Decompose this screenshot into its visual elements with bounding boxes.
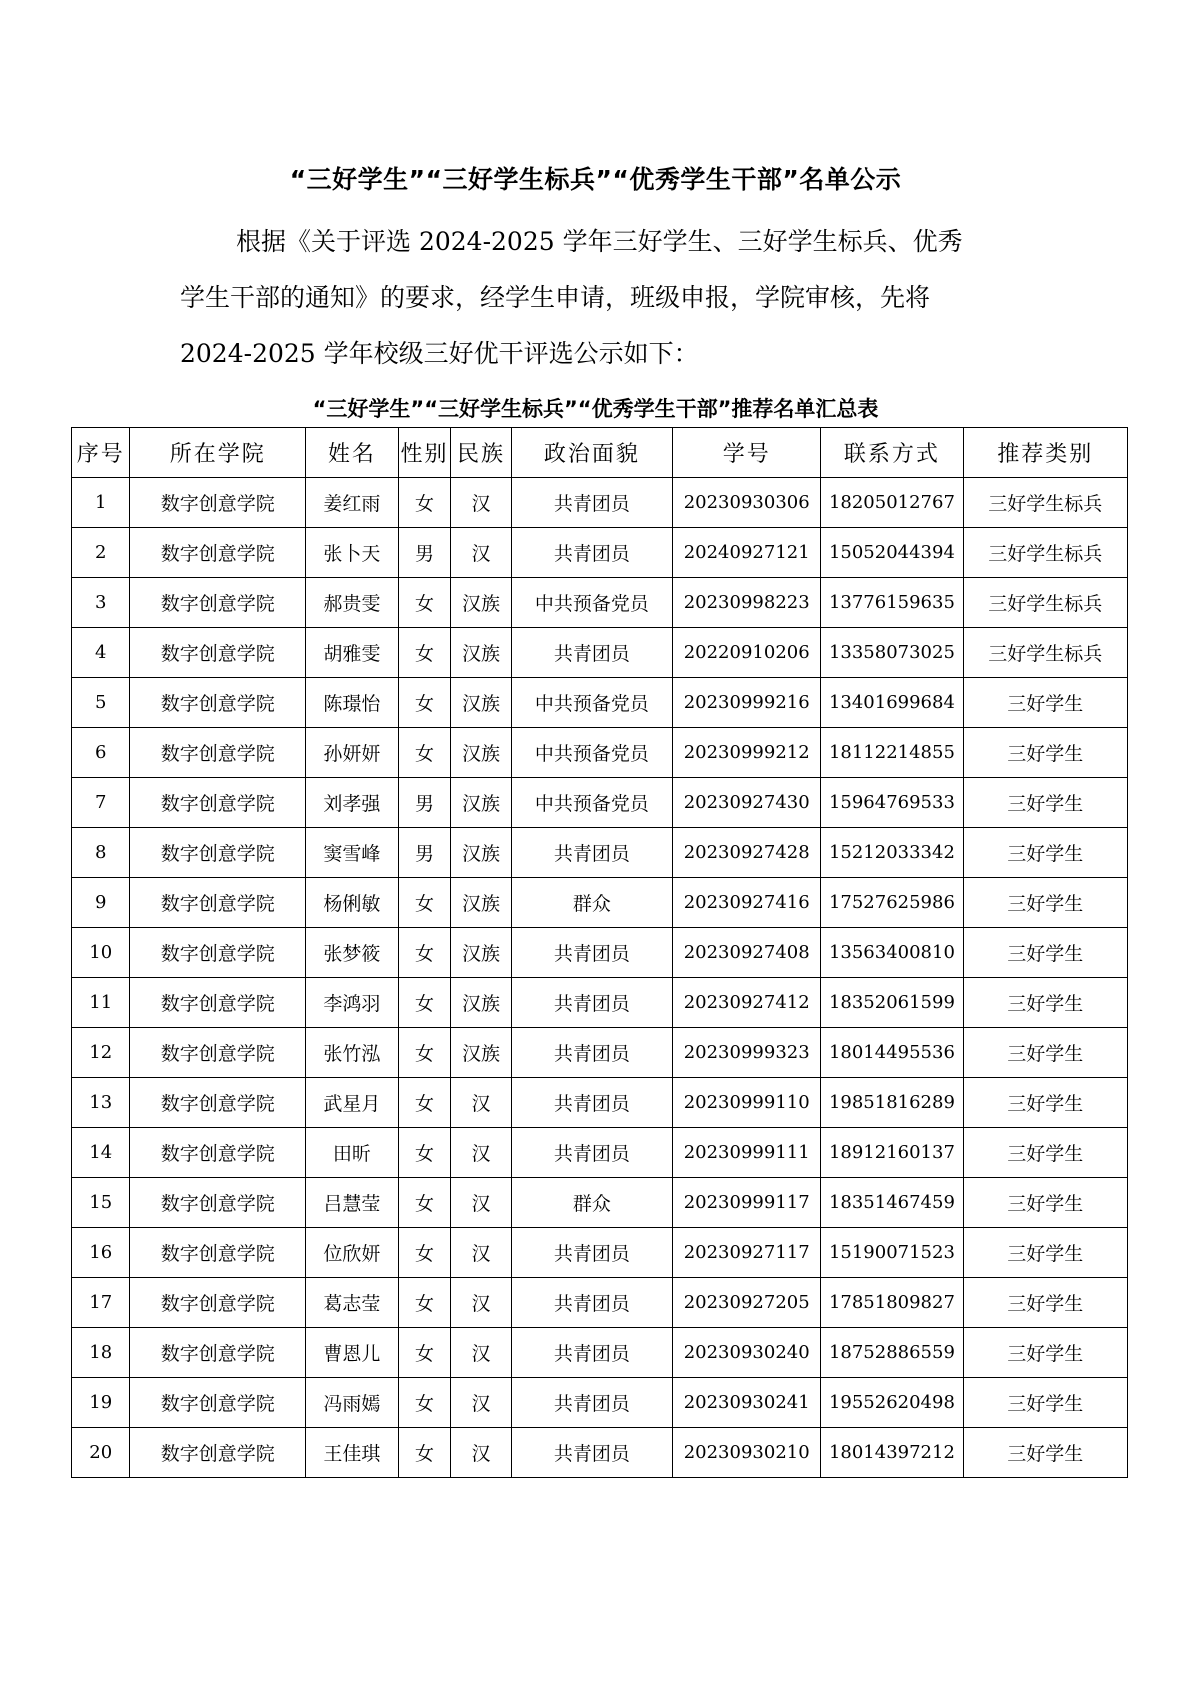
cell-student-id: 20230999111 (673, 1128, 821, 1178)
cell-student-id: 20230999117 (673, 1178, 821, 1228)
cell-index: 19 (72, 1378, 130, 1428)
cell-name: 葛志莹 (305, 1278, 398, 1328)
cell-contact: 15212033342 (821, 828, 963, 878)
cell-category: 三好学生标兵 (963, 628, 1127, 678)
cell-index: 2 (72, 528, 130, 578)
cell-political-status: 共青团员 (511, 978, 672, 1028)
header-college: 所在学院 (130, 428, 305, 478)
table-row (72, 1328, 1128, 1378)
table-row (72, 1378, 1128, 1428)
cell-name: 王佳琪 (305, 1428, 398, 1478)
table-row (72, 778, 1128, 828)
cell-student-id: 20230930210 (673, 1428, 821, 1478)
cell-gender: 女 (398, 478, 450, 528)
header-political-status: 政治面貌 (511, 428, 672, 478)
cell-gender: 女 (398, 1428, 450, 1478)
cell-student-id: 20230930240 (673, 1328, 821, 1378)
cell-index: 8 (72, 828, 130, 878)
intro-paragraph (180, 214, 1020, 382)
cell-gender: 女 (398, 1228, 450, 1278)
cell-college: 数字创意学院 (130, 928, 305, 978)
table-row (72, 978, 1128, 1028)
table-row (72, 828, 1128, 878)
table-row (72, 1078, 1128, 1128)
cell-contact: 18014495536 (821, 1028, 963, 1078)
table-row (72, 1178, 1128, 1228)
cell-name: 张梦筱 (305, 928, 398, 978)
cell-college: 数字创意学院 (130, 728, 305, 778)
table-row (72, 678, 1128, 728)
cell-political-status: 中共预备党员 (511, 778, 672, 828)
cell-index: 7 (72, 778, 130, 828)
header-contact: 联系方式 (821, 428, 963, 478)
cell-student-id: 20220910206 (673, 628, 821, 678)
cell-gender: 女 (398, 1178, 450, 1228)
cell-ethnicity: 汉族 (451, 628, 512, 678)
cell-category: 三好学生 (963, 978, 1127, 1028)
cell-political-status: 共青团员 (511, 1128, 672, 1178)
cell-index: 10 (72, 928, 130, 978)
cell-gender: 女 (398, 578, 450, 628)
cell-student-id: 20230927408 (673, 928, 821, 978)
cell-category: 三好学生 (963, 1178, 1127, 1228)
cell-contact: 18352061599 (821, 978, 963, 1028)
cell-name: 杨俐敏 (305, 878, 398, 928)
cell-college: 数字创意学院 (130, 1128, 305, 1178)
cell-category: 三好学生 (963, 678, 1127, 728)
cell-name: 张竹泓 (305, 1028, 398, 1078)
table-row (72, 478, 1128, 528)
cell-name: 田昕 (305, 1128, 398, 1178)
cell-ethnicity: 汉 (451, 1228, 512, 1278)
cell-contact: 13358073025 (821, 628, 963, 678)
cell-ethnicity: 汉族 (451, 778, 512, 828)
cell-student-id: 20230999323 (673, 1028, 821, 1078)
cell-contact: 18912160137 (821, 1128, 963, 1178)
cell-contact: 18014397212 (821, 1428, 963, 1478)
cell-gender: 女 (398, 728, 450, 778)
cell-political-status: 共青团员 (511, 928, 672, 978)
cell-college: 数字创意学院 (130, 1078, 305, 1128)
cell-ethnicity: 汉 (451, 1328, 512, 1378)
cell-college: 数字创意学院 (130, 1028, 305, 1078)
cell-political-status: 共青团员 (511, 1428, 672, 1478)
cell-student-id: 20230999110 (673, 1078, 821, 1128)
table-row (72, 578, 1128, 628)
cell-gender: 女 (398, 1128, 450, 1178)
cell-political-status: 中共预备党员 (511, 728, 672, 778)
cell-gender: 女 (398, 1378, 450, 1428)
cell-ethnicity: 汉族 (451, 678, 512, 728)
cell-category: 三好学生 (963, 1078, 1127, 1128)
cell-category: 三好学生 (963, 1228, 1127, 1278)
page-title: “三好学生”“三好学生标兵”“优秀学生干部”名单公示 (289, 165, 902, 194)
cell-ethnicity: 汉 (451, 1128, 512, 1178)
cell-index: 5 (72, 678, 130, 728)
table-row (72, 728, 1128, 778)
cell-gender: 女 (398, 678, 450, 728)
cell-political-status: 共青团员 (511, 1328, 672, 1378)
cell-contact: 15052044394 (821, 528, 963, 578)
cell-student-id: 20230999216 (673, 678, 821, 728)
cell-gender: 女 (398, 628, 450, 678)
cell-index: 1 (72, 478, 130, 528)
cell-political-status: 共青团员 (511, 478, 672, 528)
cell-category: 三好学生标兵 (963, 528, 1127, 578)
cell-contact: 19552620498 (821, 1378, 963, 1428)
table-row (72, 878, 1128, 928)
cell-college: 数字创意学院 (130, 1428, 305, 1478)
cell-political-status: 群众 (511, 1178, 672, 1228)
paragraph-line: 根据《关于评选 2024-2025 学年三好学生、三好学生标兵、优秀 (236, 227, 963, 256)
cell-ethnicity: 汉 (451, 478, 512, 528)
cell-ethnicity: 汉族 (451, 878, 512, 928)
cell-political-status: 共青团员 (511, 828, 672, 878)
cell-index: 13 (72, 1078, 130, 1128)
cell-ethnicity: 汉 (451, 1378, 512, 1428)
cell-contact: 15190071523 (821, 1228, 963, 1278)
cell-index: 12 (72, 1028, 130, 1078)
cell-college: 数字创意学院 (130, 1328, 305, 1378)
cell-name: 姜红雨 (305, 478, 398, 528)
cell-name: 张卜天 (305, 528, 398, 578)
cell-political-status: 共青团员 (511, 528, 672, 578)
cell-name: 胡雅雯 (305, 628, 398, 678)
header-name: 姓名 (305, 428, 398, 478)
cell-college: 数字创意学院 (130, 1278, 305, 1328)
cell-name: 李鸿羽 (305, 978, 398, 1028)
header-category: 推荐类别 (963, 428, 1127, 478)
table-row (72, 1278, 1128, 1328)
cell-ethnicity: 汉 (451, 1278, 512, 1328)
table-row (72, 928, 1128, 978)
cell-political-status: 共青团员 (511, 628, 672, 678)
cell-category: 三好学生 (963, 1278, 1127, 1328)
cell-ethnicity: 汉族 (451, 928, 512, 978)
cell-index: 18 (72, 1328, 130, 1378)
cell-gender: 女 (398, 878, 450, 928)
cell-category: 三好学生 (963, 728, 1127, 778)
cell-political-status: 共青团员 (511, 1078, 672, 1128)
cell-name: 刘孝强 (305, 778, 398, 828)
cell-name: 吕慧莹 (305, 1178, 398, 1228)
cell-gender: 女 (398, 1078, 450, 1128)
header-row (72, 428, 1128, 478)
cell-gender: 男 (398, 528, 450, 578)
cell-contact: 17527625986 (821, 878, 963, 928)
cell-college: 数字创意学院 (130, 528, 305, 578)
cell-contact: 18752886559 (821, 1328, 963, 1378)
table-row (72, 1028, 1128, 1078)
cell-student-id: 20230927205 (673, 1278, 821, 1328)
cell-student-id: 20240927121 (673, 528, 821, 578)
cell-student-id: 20230930306 (673, 478, 821, 528)
cell-student-id: 20230999212 (673, 728, 821, 778)
table-body (72, 478, 1128, 1478)
cell-category: 三好学生 (963, 1328, 1127, 1378)
cell-category: 三好学生 (963, 1428, 1127, 1478)
cell-gender: 男 (398, 828, 450, 878)
cell-contact: 15964769533 (821, 778, 963, 828)
cell-student-id: 20230927117 (673, 1228, 821, 1278)
cell-political-status: 共青团员 (511, 1228, 672, 1278)
cell-student-id: 20230927416 (673, 878, 821, 928)
header-gender: 性别 (398, 428, 450, 478)
cell-category: 三好学生标兵 (963, 478, 1127, 528)
cell-category: 三好学生 (963, 1028, 1127, 1078)
paragraph-line: 2024-2025 学年校级三好优干评选公示如下： (180, 339, 699, 368)
cell-category: 三好学生 (963, 1378, 1127, 1428)
cell-category: 三好学生标兵 (963, 578, 1127, 628)
cell-name: 孙妍妍 (305, 728, 398, 778)
cell-index: 4 (72, 628, 130, 678)
cell-ethnicity: 汉 (451, 1428, 512, 1478)
header-ethnicity: 民族 (451, 428, 512, 478)
cell-name: 陈璟怡 (305, 678, 398, 728)
cell-student-id: 20230927430 (673, 778, 821, 828)
cell-index: 16 (72, 1228, 130, 1278)
cell-name: 位欣妍 (305, 1228, 398, 1278)
cell-index: 3 (72, 578, 130, 628)
table-title: “三好学生”“三好学生标兵”“优秀学生干部”推荐名单汇总表 (312, 397, 879, 421)
cell-gender: 女 (398, 1278, 450, 1328)
cell-gender: 女 (398, 978, 450, 1028)
cell-category: 三好学生 (963, 778, 1127, 828)
cell-student-id: 20230998223 (673, 578, 821, 628)
cell-name: 冯雨嫣 (305, 1378, 398, 1428)
cell-student-id: 20230927412 (673, 978, 821, 1028)
cell-ethnicity: 汉族 (451, 578, 512, 628)
cell-name: 武星月 (305, 1078, 398, 1128)
cell-ethnicity: 汉 (451, 528, 512, 578)
cell-contact: 13401699684 (821, 678, 963, 728)
table-row (72, 1128, 1128, 1178)
cell-political-status: 中共预备党员 (511, 578, 672, 628)
cell-ethnicity: 汉 (451, 1078, 512, 1128)
cell-category: 三好学生 (963, 928, 1127, 978)
cell-contact: 19851816289 (821, 1078, 963, 1128)
cell-ethnicity: 汉族 (451, 728, 512, 778)
header-student-id: 学号 (673, 428, 821, 478)
cell-college: 数字创意学院 (130, 1378, 305, 1428)
cell-name: 曹恩儿 (305, 1328, 398, 1378)
cell-index: 15 (72, 1178, 130, 1228)
cell-college: 数字创意学院 (130, 1178, 305, 1228)
cell-political-status: 群众 (511, 878, 672, 928)
cell-contact: 18205012767 (821, 478, 963, 528)
cell-college: 数字创意学院 (130, 628, 305, 678)
table-row (72, 1428, 1128, 1478)
cell-college: 数字创意学院 (130, 828, 305, 878)
cell-college: 数字创意学院 (130, 678, 305, 728)
cell-gender: 男 (398, 778, 450, 828)
cell-category: 三好学生 (963, 878, 1127, 928)
cell-college: 数字创意学院 (130, 778, 305, 828)
table-row (72, 528, 1128, 578)
paragraph-line: 学生干部的通知》的要求，经学生申请，班级申报，学院审核，先将 (180, 283, 931, 312)
cell-college: 数字创意学院 (130, 878, 305, 928)
table-row (72, 1228, 1128, 1278)
cell-category: 三好学生 (963, 828, 1127, 878)
cell-contact: 18351467459 (821, 1178, 963, 1228)
cell-gender: 女 (398, 928, 450, 978)
cell-name: 窦雪峰 (305, 828, 398, 878)
cell-political-status: 共青团员 (511, 1278, 672, 1328)
cell-index: 9 (72, 878, 130, 928)
cell-contact: 13776159635 (821, 578, 963, 628)
cell-index: 20 (72, 1428, 130, 1478)
cell-political-status: 共青团员 (511, 1378, 672, 1428)
cell-contact: 13563400810 (821, 928, 963, 978)
cell-college: 数字创意学院 (130, 578, 305, 628)
cell-political-status: 共青团员 (511, 1028, 672, 1078)
table-row (72, 628, 1128, 678)
cell-index: 14 (72, 1128, 130, 1178)
cell-ethnicity: 汉族 (451, 978, 512, 1028)
cell-ethnicity: 汉族 (451, 1028, 512, 1078)
cell-ethnicity: 汉 (451, 1178, 512, 1228)
cell-political-status: 中共预备党员 (511, 678, 672, 728)
cell-gender: 女 (398, 1328, 450, 1378)
cell-index: 17 (72, 1278, 130, 1328)
cell-index: 11 (72, 978, 130, 1028)
cell-ethnicity: 汉族 (451, 828, 512, 878)
cell-name: 郝贵雯 (305, 578, 398, 628)
cell-student-id: 20230927428 (673, 828, 821, 878)
cell-index: 6 (72, 728, 130, 778)
cell-college: 数字创意学院 (130, 978, 305, 1028)
cell-contact: 17851809827 (821, 1278, 963, 1328)
cell-college: 数字创意学院 (130, 1228, 305, 1278)
cell-college: 数字创意学院 (130, 478, 305, 528)
cell-gender: 女 (398, 1028, 450, 1078)
cell-student-id: 20230930241 (673, 1378, 821, 1428)
cell-contact: 18112214855 (821, 728, 963, 778)
cell-category: 三好学生 (963, 1128, 1127, 1178)
header-index: 序号 (72, 428, 130, 478)
roster-table (71, 427, 1128, 1478)
